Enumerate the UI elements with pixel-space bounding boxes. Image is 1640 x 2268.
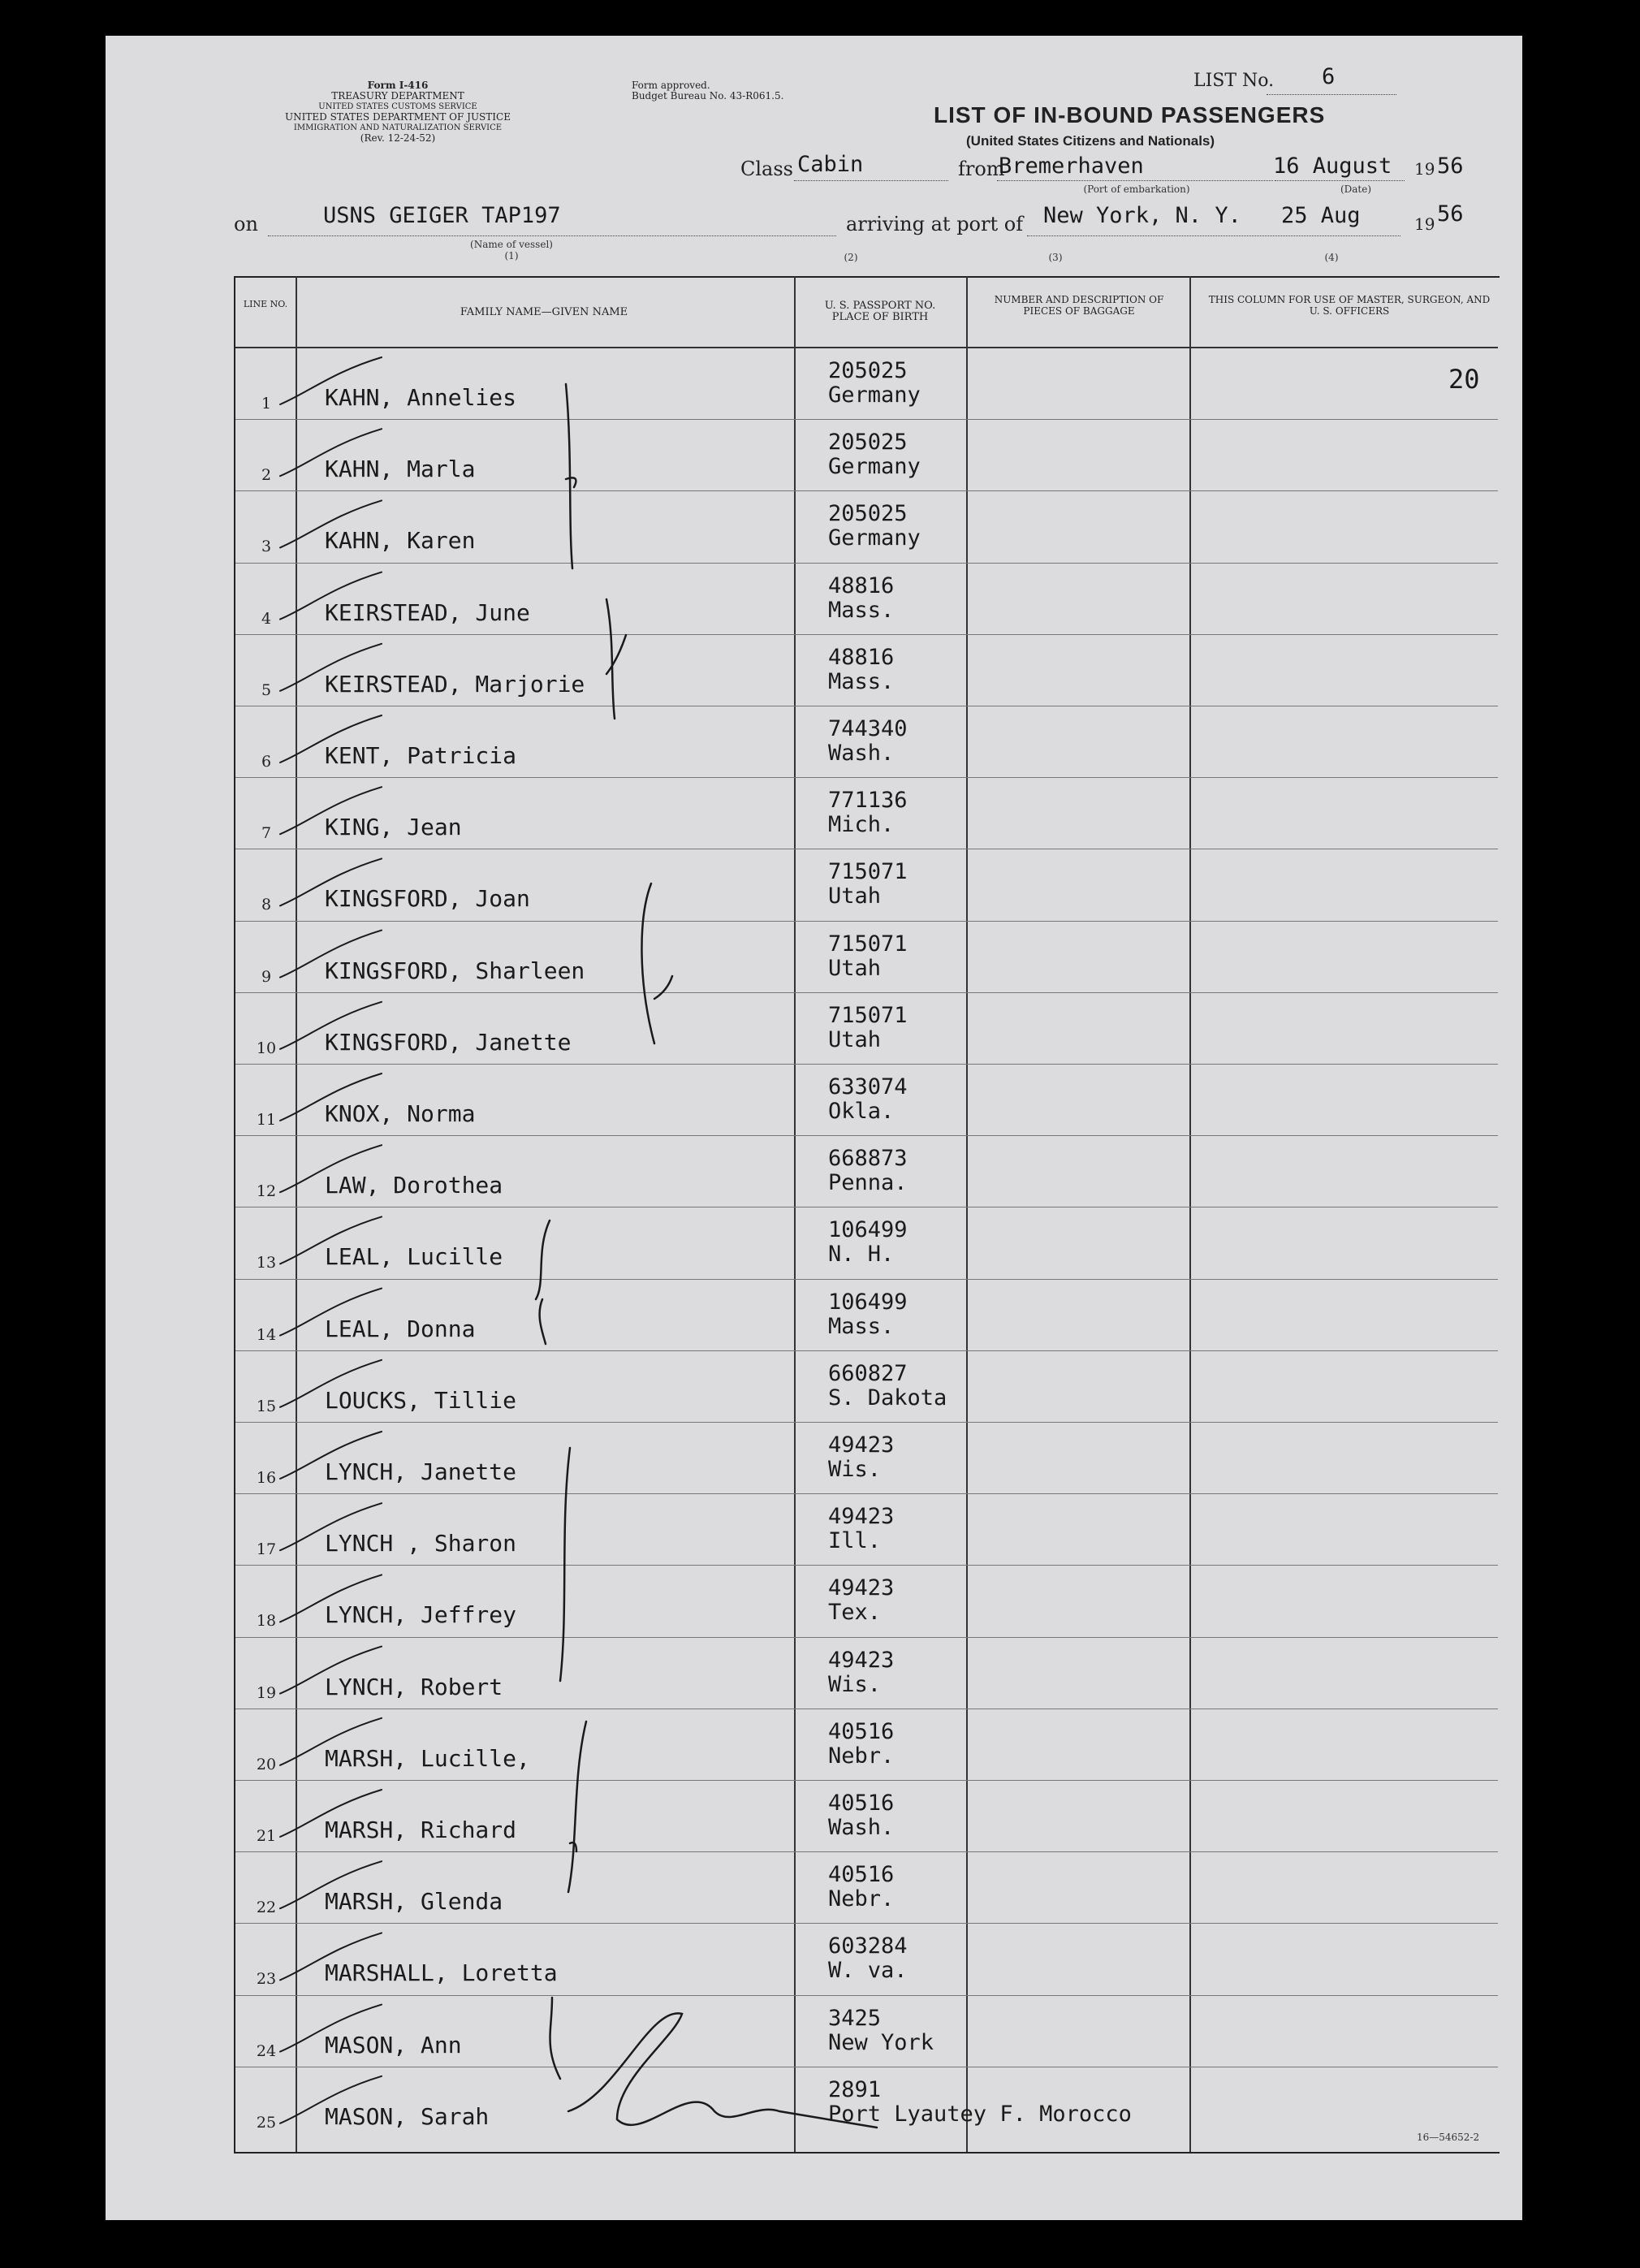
- passenger-name: MARSH, Richard: [325, 1817, 517, 1843]
- passenger-name: MARSHALL, Loretta: [325, 1959, 558, 1987]
- passport-number: 633074: [828, 1074, 908, 1099]
- line-number: 14: [256, 1325, 277, 1344]
- treasury-dept: TREASURY DEPARTMENT: [331, 90, 464, 102]
- passenger-name: LYNCH , Sharon: [325, 1530, 517, 1557]
- passenger-name: MASON, Sarah: [325, 2102, 490, 2130]
- list-no: 6: [1322, 64, 1336, 89]
- line-number: 9: [261, 967, 272, 986]
- line-number: 7: [261, 824, 272, 843]
- bracket-mark: [550, 1998, 561, 2079]
- line-number: 13: [256, 1254, 277, 1272]
- passport-col-number: (2): [844, 252, 858, 263]
- passport-number: 40516: [828, 1791, 895, 1816]
- passenger-name: KINGSFORD, Joan: [325, 885, 530, 913]
- bracket-mark: [536, 1220, 550, 1344]
- passport-number: 49423: [828, 1575, 895, 1601]
- passenger-name: LOUCKS, Tillie: [325, 1386, 517, 1414]
- line-number: 15: [256, 1397, 277, 1415]
- passenger-name: KENT, Patricia: [325, 742, 517, 769]
- place-of-birth: Mich.: [828, 812, 895, 838]
- bracket-mark: [560, 1448, 570, 1681]
- officer-note: 20: [1448, 364, 1480, 395]
- passport-number: 3425: [828, 2005, 882, 2031]
- line-number: 23: [256, 1970, 277, 1989]
- vessel-name: USNS GEIGER TAP197: [323, 203, 561, 228]
- tick-mark: [280, 1432, 382, 1479]
- tick-mark: [280, 357, 382, 404]
- passport-number: 715071: [828, 859, 908, 885]
- line-number: 5: [261, 680, 272, 699]
- passenger-name: LAW, Dorothea: [325, 1172, 503, 1199]
- line-number: 16: [256, 1469, 277, 1487]
- date-caption: (Date): [1340, 184, 1372, 195]
- passenger-name: KAHN, Annelies: [325, 384, 517, 411]
- passport-number: 48816: [828, 572, 895, 598]
- form-number: Form I-416: [367, 80, 429, 91]
- passport-number: 49423: [828, 1432, 895, 1458]
- passenger-name: LEAL, Donna: [325, 1315, 476, 1342]
- bracket-mark: [568, 1722, 586, 1892]
- header-passport: U. S. PASSPORT NO. PLACE OF BIRTH: [824, 300, 936, 323]
- tick-mark: [280, 858, 382, 905]
- place-of-birth: Germany: [828, 525, 921, 551]
- place-of-birth: Port Lyautey F. Morocco: [828, 2101, 1132, 2127]
- place-of-birth: Tex.: [828, 1600, 882, 1626]
- line-number: 2: [261, 466, 272, 485]
- place-of-birth: Mass.: [828, 597, 895, 623]
- passenger-name: KAHN, Marla: [325, 456, 476, 483]
- line-number: 3: [261, 538, 272, 556]
- passport-number: 106499: [828, 1289, 908, 1315]
- embark-date: 16 August: [1273, 153, 1392, 179]
- line-number: 10: [256, 1039, 277, 1057]
- passenger-name: MASON, Ann: [325, 2031, 462, 2058]
- tick-mark: [280, 1861, 382, 1908]
- tick-mark: [280, 572, 382, 620]
- header-name: FAMILY NAME—GIVEN NAME: [460, 306, 628, 318]
- passport-number: 668873: [828, 1146, 908, 1172]
- officers-col-number: (4): [1324, 252, 1339, 263]
- place-of-birth: Utah: [828, 1026, 882, 1052]
- from-label: from: [958, 158, 1005, 180]
- header-line-no: LINE NO.: [243, 299, 288, 309]
- line-number: 18: [256, 1612, 277, 1631]
- place-of-birth: Utah: [828, 883, 882, 909]
- place-of-birth: Wis.: [828, 1457, 882, 1482]
- place-of-birth: Wis.: [828, 1671, 882, 1697]
- revision: (Rev. 12-24-52): [360, 132, 436, 144]
- bracket-mark: [606, 599, 626, 719]
- passenger-name: LYNCH, Robert: [325, 1673, 503, 1700]
- baggage-col-number: (3): [1048, 252, 1063, 263]
- passenger-name: KINGSFORD, Janette: [325, 1028, 572, 1056]
- bracket-mark: [641, 883, 672, 1043]
- port-of-embarkation: Bremerhaven: [999, 153, 1144, 179]
- arriving-label: arriving at port of: [846, 213, 1024, 235]
- line-number: 6: [261, 753, 272, 771]
- tick-mark: [280, 1289, 382, 1336]
- bracket-mark: [566, 384, 576, 568]
- passport-number: 205025: [828, 430, 908, 456]
- place-of-birth: Mass.: [828, 1313, 895, 1339]
- passport-number: 49423: [828, 1647, 895, 1673]
- on-label: on: [234, 213, 258, 235]
- tick-mark: [280, 2005, 382, 2052]
- header-officers: THIS COLUMN FOR USE OF MASTER, SURGEON, AND U. S. OFFICERS: [1208, 294, 1491, 317]
- arrival-date: 25 Aug: [1281, 203, 1361, 228]
- place-of-birth: Wash.: [828, 741, 895, 766]
- passport-number: 603284: [828, 1933, 908, 1959]
- passport-number: 771136: [828, 788, 908, 814]
- passport-number: 744340: [828, 716, 908, 741]
- tick-mark: [280, 1145, 382, 1192]
- line-number: 21: [256, 1827, 277, 1845]
- place-of-birth: Nebr.: [828, 1886, 895, 1912]
- passport-number: 715071: [828, 931, 908, 957]
- line-number: 20: [256, 1755, 277, 1773]
- place-of-birth: Utah: [828, 955, 882, 981]
- budget-bureau: Budget Bureau No. 43-R061.5.: [632, 90, 784, 102]
- list-no-label: LIST No.: [1193, 71, 1275, 91]
- place-of-birth: Wash.: [828, 1815, 895, 1840]
- place-of-birth: Okla.: [828, 1099, 895, 1124]
- justice-dept: UNITED STATES DEPARTMENT OF JUSTICE: [285, 111, 511, 123]
- line-number: 8: [261, 896, 272, 914]
- passenger-name: LYNCH, Janette: [325, 1458, 517, 1485]
- arrival-port: New York, N. Y.: [1043, 203, 1241, 228]
- tick-mark: [280, 1002, 382, 1049]
- passenger-name: LYNCH, Jeffrey: [325, 1601, 517, 1629]
- line-number: 4: [261, 609, 272, 628]
- place-of-birth: S. Dakota: [828, 1385, 947, 1410]
- passport-number: 106499: [828, 1217, 908, 1243]
- place-of-birth: W. va.: [828, 1958, 908, 1984]
- year-prefix: 19: [1414, 159, 1435, 179]
- form-subtitle: (United States Citizens and Nationals): [966, 133, 1215, 149]
- form-title: LIST OF IN-BOUND PASSENGERS: [934, 102, 1326, 127]
- passenger-name: MARSH, Glenda: [325, 1888, 503, 1916]
- vessel-caption: (Name of vessel): [470, 239, 553, 250]
- tick-mark: [280, 1575, 382, 1622]
- line-number: 22: [256, 1899, 277, 1917]
- form-approved: Form approved.: [632, 80, 710, 91]
- line-number: 11: [256, 1111, 277, 1129]
- tick-mark: [280, 1933, 382, 1980]
- tick-mark: [280, 644, 382, 691]
- passenger-name: KAHN, Karen: [325, 527, 476, 555]
- class-value: Cabin: [797, 152, 864, 177]
- place-of-birth: Mass.: [828, 668, 895, 694]
- line-number: 25: [256, 2113, 277, 2132]
- tick-mark: [280, 429, 382, 476]
- passenger-name: KEIRSTEAD, Marjorie: [325, 670, 585, 698]
- passenger-name: KINGSFORD, Sharleen: [325, 957, 585, 984]
- print-code: 16—54652-2: [1417, 2132, 1480, 2143]
- tick-mark: [280, 1360, 382, 1407]
- tick-mark: [280, 1216, 382, 1264]
- passenger-name: LEAL, Lucille: [325, 1243, 503, 1271]
- tick-mark: [280, 1503, 382, 1550]
- passport-number: 205025: [828, 501, 908, 527]
- tick-mark: [280, 931, 382, 978]
- tick-mark: [280, 1647, 382, 1694]
- passport-number: 2891: [828, 2076, 882, 2102]
- tick-mark: [280, 1718, 382, 1765]
- passenger-name: KING, Jean: [325, 814, 462, 841]
- place-of-birth: Nebr.: [828, 1743, 895, 1769]
- passport-number: 49423: [828, 1504, 895, 1530]
- ins-service: IMMIGRATION AND NATURALIZATION SERVICE: [293, 123, 503, 132]
- tick-mark: [280, 500, 382, 547]
- passenger-name: KNOX, Norma: [325, 1100, 476, 1127]
- header-baggage: NUMBER AND DESCRIPTION OF PIECES OF BAGGAGE: [994, 294, 1164, 317]
- tick-mark: [280, 1790, 382, 1837]
- tick-mark: [280, 787, 382, 834]
- signature-mark: [568, 2013, 877, 2128]
- vessel-col-number: (1): [504, 250, 519, 261]
- line-number: 24: [256, 2041, 277, 2060]
- line-number: 1: [261, 395, 272, 413]
- class-label: Class: [740, 158, 793, 180]
- line-number: 17: [256, 1540, 277, 1559]
- place-of-birth: Germany: [828, 382, 921, 408]
- port-caption: (Port of embarkation): [1083, 184, 1190, 195]
- place-of-birth: Penna.: [828, 1170, 908, 1196]
- passport-number: 40516: [828, 1718, 895, 1744]
- arrival-year: 56: [1437, 201, 1464, 227]
- tick-mark: [280, 1074, 382, 1121]
- customs-service: UNITED STATES CUSTOMS SERVICE: [318, 102, 477, 111]
- place-of-birth: Germany: [828, 454, 921, 480]
- arrival-year-prefix: 19: [1414, 214, 1435, 234]
- passport-number: 40516: [828, 1862, 895, 1888]
- passport-number: 715071: [828, 1002, 908, 1028]
- place-of-birth: N. H.: [828, 1242, 895, 1268]
- line-number: 12: [256, 1182, 277, 1201]
- passport-number: 48816: [828, 644, 895, 670]
- tick-mark: [280, 2076, 382, 2123]
- passport-number: 205025: [828, 358, 908, 383]
- place-of-birth: New York: [828, 2029, 934, 2055]
- line-number: 19: [256, 1683, 277, 1702]
- tick-mark: [280, 715, 382, 762]
- place-of-birth: Ill.: [828, 1528, 882, 1554]
- passenger-name: KEIRSTEAD, June: [325, 598, 530, 626]
- embark-year: 56: [1437, 153, 1464, 179]
- passport-number: 660827: [828, 1360, 908, 1386]
- passenger-name: MARSH, Lucille,: [325, 1744, 530, 1772]
